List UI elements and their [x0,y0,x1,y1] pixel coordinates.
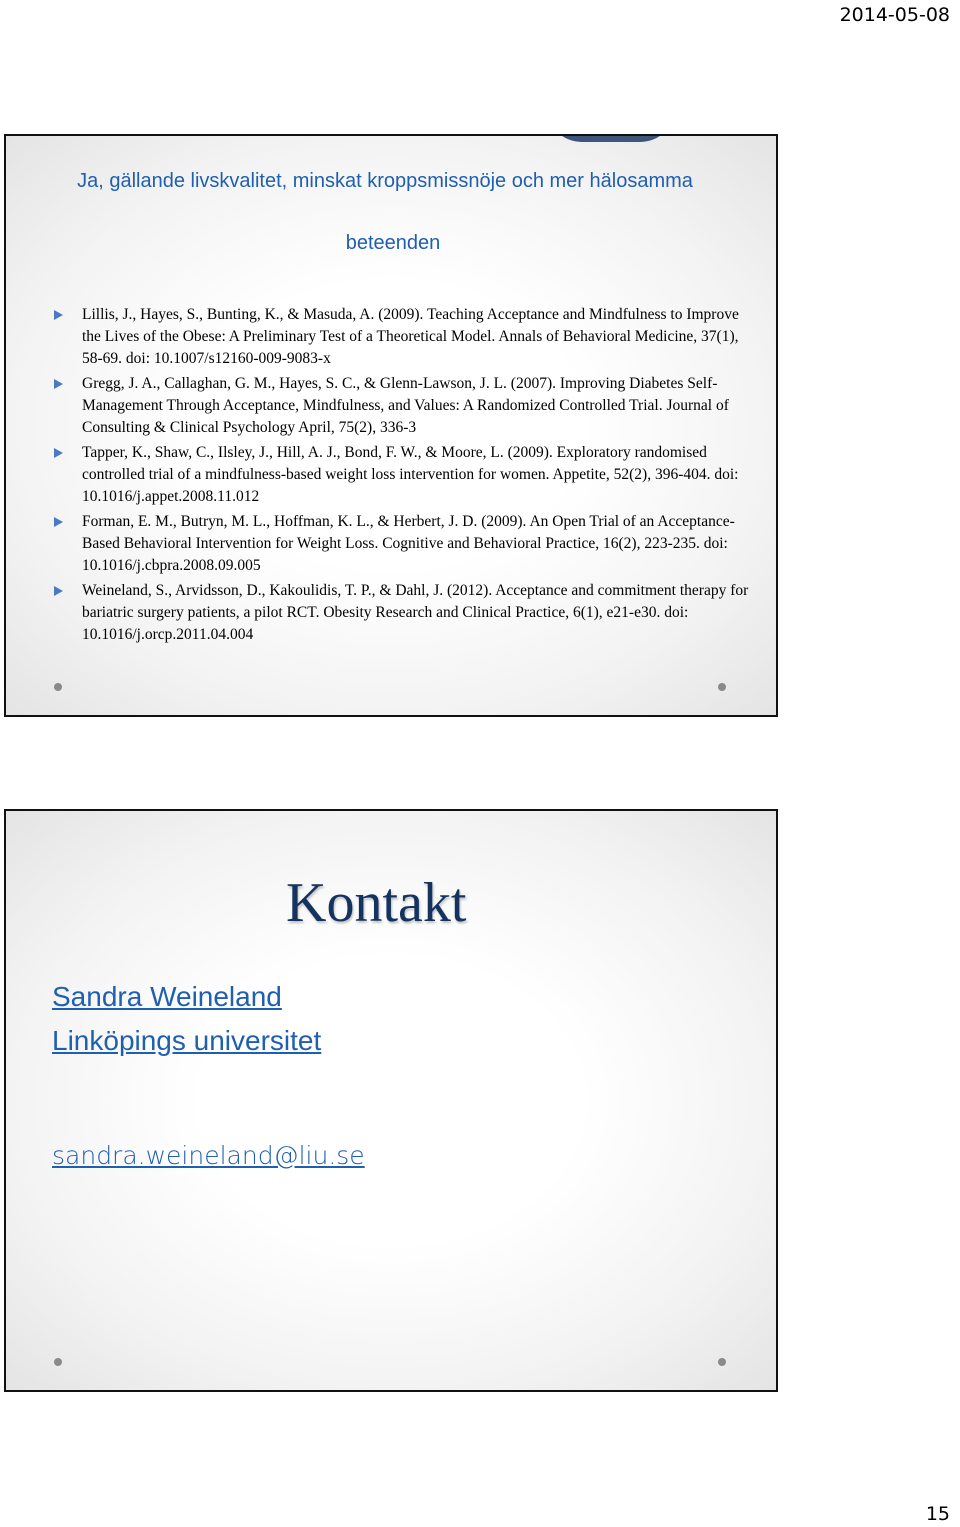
triangle-bullet-icon [54,586,63,596]
reference-text: Weineland, S., Arvidsson, D., Kakoulidis, T. P., & Dahl, J. (2012). Acceptance and commitment therapy for bariatric surgery patients, a pilot RCT. Obesity Research and Clinical Practice, 6(1), e21-e30. doi: 10.1016/j.orcp.2011.04.004 [82,582,749,643]
triangle-bullet-icon [54,448,63,458]
triangle-bullet-icon [54,310,63,320]
contact-name-link[interactable]: Sandra Weineland [52,981,282,1012]
page-number: 15 [925,1503,950,1525]
cut-off-title-fragment [546,134,686,144]
reference-item [54,511,754,577]
slide-dot-left [54,1358,62,1366]
reference-item [54,442,754,508]
triangle-bullet-icon [54,379,63,389]
slide-references [4,134,778,717]
reference-text: Lillis, J., Hayes, S., Bunting, K., & Masuda, A. (2009). Teaching Acceptance and Mindfulness to Improve the Lives of the Obese: A Preliminary Test of a Theoretical Model. Annals of Behavioral Medicine, 37(1), 58-69. doi: 10.1007/s12160-009-9083-x [82,306,739,367]
slide-title: Kontakt [286,872,467,934]
reference-text: Forman, E. M., Butryn, M. L., Hoffman, K. L., & Herbert, J. D. (2009). An Open Trial of an Acceptance-Based Behavioral Intervention for Weight Loss. Cognitive and Behavioral Practice, 16(2), 223-235. doi: 10.1016/j.cbpra.2008.09.005 [82,513,735,574]
slide-dot-left [54,683,62,691]
reference-item [54,373,754,439]
contact-affiliation-link[interactable]: Linköpings universitet [52,1025,322,1056]
slide-dot-right [718,683,726,691]
slide-contact [4,809,778,1392]
reference-text: Gregg, J. A., Callaghan, G. M., Hayes, S. C., & Glenn-Lawson, J. L. (2007). Improving Diabetes Self-Management Through Acceptance, Mindfulness, and Values: A Randomized Controlled Trial. Journal of Consulting & Clinical Psychology April, 75(2), 336-3 [82,375,729,436]
triangle-bullet-icon [54,517,63,527]
page-date: 2014-05-08 [839,4,950,26]
slide-subtitle-line1: Ja, gällande livskvalitet, minskat kroppsmissnöje och mer hälosamma [77,170,693,192]
reference-list [54,304,754,649]
contact-email-link[interactable]: sandra.weineland@liu.se [52,1141,365,1170]
reference-item [54,580,754,646]
reference-text: Tapper, K., Shaw, C., Ilsley, J., Hill, A. J., Bond, F. W., & Moore, L. (2009). Exploratory randomised controlled trial of a mindfulness-based weight loss intervention for women. Appetite, 52(2), 396-404. doi: 10.1016/j.appet.2008.11.012 [82,444,739,505]
slide-subtitle-line2: beteenden [345,232,441,254]
slide-dot-right [718,1358,726,1366]
reference-item [54,304,754,370]
